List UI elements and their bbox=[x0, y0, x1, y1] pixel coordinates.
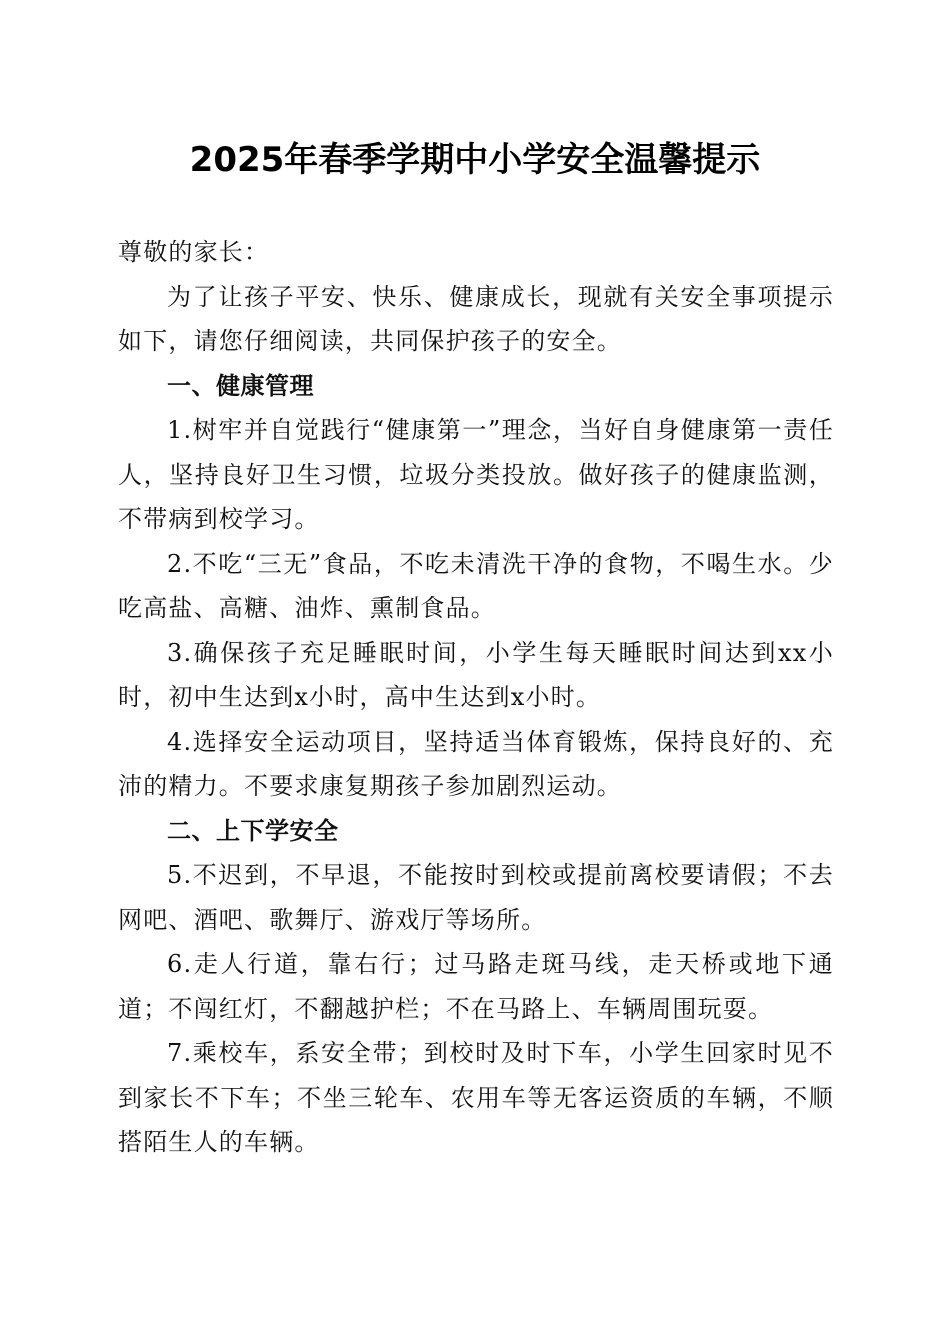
salutation: 尊敬的家长： bbox=[118, 238, 270, 266]
list-item: 6.走人行道，靠右行；过马路走斑马线，走天桥或地下通道；不闯红灯，不翻越护栏；不在马路上、车辆周围玩耍。 bbox=[118, 950, 834, 1023]
section-heading-commute: 二、上下学安全 bbox=[167, 816, 339, 845]
list-item: 3.确保孩子充足睡眠时间，小学生每天睡眠时间达到xx小时，初中生达到x小时，高中生达到x小时。 bbox=[118, 638, 834, 711]
list-item: 1.树牢并自觉践行“健康第一”理念，当好自身健康第一责任人，坚持良好卫生习惯，垃圾分类投放。做好孩子的健康监测，不带病到校学习。 bbox=[118, 416, 834, 533]
list-item: 2.不吃“三无”食品，不吃未清洗干净的食物，不喝生水。少吃高盐、高糖、油炸、熏制食品。 bbox=[118, 549, 834, 622]
list-item: 5.不迟到，不早退，不能按时到校或提前离校要请假；不去网吧、酒吧、歌舞厅、游戏厅等场所。 bbox=[118, 861, 834, 934]
list-item: 7.乘校车，系安全带；到校时及时下车，小学生回家时见不到家长不下车；不坐三轮车、农用车等无客运资质的车辆，不顺搭陌生人的车辆。 bbox=[118, 1039, 834, 1156]
document-body bbox=[118, 230, 834, 1165]
section-heading-health: 一、健康管理 bbox=[167, 371, 314, 400]
intro-paragraph: 为了让孩子平安、快乐、健康成长，现就有关安全事项提示如下，请您仔细阅读，共同保护孩子的安全。 bbox=[118, 282, 834, 355]
list-item: 4.选择安全运动项目，坚持适当体育锻炼，保持良好的、充沛的精力。不要求康复期孩子参加剧烈运动。 bbox=[118, 727, 834, 800]
document-title: 2025年春季学期中小学安全温馨提示 bbox=[189, 140, 761, 180]
